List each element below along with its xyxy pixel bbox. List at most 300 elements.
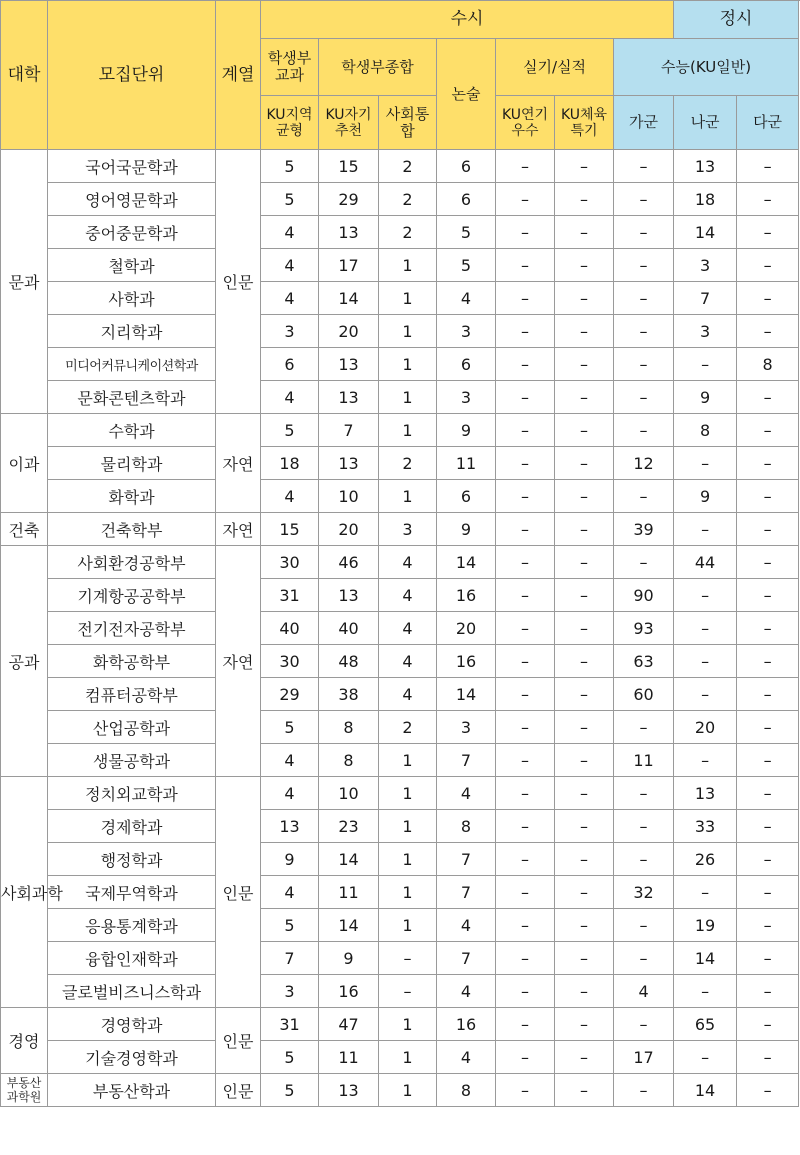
quota-cell: 46: [319, 546, 379, 579]
quota-cell: 1: [379, 1074, 437, 1107]
quota-cell: 6: [437, 480, 496, 513]
quota-cell: –: [614, 1074, 674, 1107]
quota-cell: –: [614, 810, 674, 843]
quota-cell: –: [555, 744, 614, 777]
quota-cell: –: [555, 381, 614, 414]
quota-cell: 14: [437, 678, 496, 711]
quota-cell: –: [555, 843, 614, 876]
quota-cell: –: [555, 1041, 614, 1074]
quota-cell: 5: [261, 183, 319, 216]
quota-cell: –: [614, 711, 674, 744]
quota-cell: 38: [319, 678, 379, 711]
quota-cell: 3: [437, 381, 496, 414]
quota-cell: 8: [437, 810, 496, 843]
header-ku-cheyuk: KU체육특기: [555, 96, 614, 150]
quota-cell: –: [674, 645, 737, 678]
quota-cell: –: [496, 579, 555, 612]
quota-cell: –: [614, 546, 674, 579]
quota-cell: 12: [614, 447, 674, 480]
table-row: [1, 645, 799, 678]
quota-cell: 23: [319, 810, 379, 843]
quota-cell: –: [496, 480, 555, 513]
quota-cell: 4: [437, 909, 496, 942]
header-hakjong-gyogwa: 학생부교과: [261, 39, 319, 96]
quota-cell: 1: [379, 282, 437, 315]
table-row: [1, 447, 799, 480]
quota-cell: 4: [261, 249, 319, 282]
header-nagun: 나군: [674, 96, 737, 150]
quota-cell: 8: [674, 414, 737, 447]
quota-cell: 9: [437, 513, 496, 546]
unit-cell: 사학과: [48, 282, 216, 315]
college-cell: 공과: [1, 546, 48, 777]
quota-cell: 19: [674, 909, 737, 942]
quota-cell: –: [496, 909, 555, 942]
unit-cell: 사회환경공학부: [48, 546, 216, 579]
quota-cell: –: [674, 1041, 737, 1074]
unit-cell: 물리학과: [48, 447, 216, 480]
quota-cell: –: [555, 777, 614, 810]
quota-cell: 4: [261, 480, 319, 513]
quota-cell: 3: [261, 975, 319, 1008]
quota-cell: 11: [319, 876, 379, 909]
quota-cell: 4: [261, 381, 319, 414]
quota-cell: 3: [437, 711, 496, 744]
table-row: [1, 249, 799, 282]
quota-cell: –: [737, 414, 799, 447]
quota-cell: –: [737, 381, 799, 414]
table-row: [1, 546, 799, 579]
quota-cell: 13: [261, 810, 319, 843]
college-cell: 부동산과학원: [1, 1074, 48, 1107]
quota-cell: –: [496, 216, 555, 249]
header-susi: 수시: [261, 1, 674, 39]
table-row: [1, 216, 799, 249]
quota-cell: –: [614, 381, 674, 414]
quota-cell: 40: [261, 612, 319, 645]
quota-cell: –: [496, 150, 555, 183]
table-body: [1, 150, 799, 1107]
quota-cell: –: [674, 447, 737, 480]
quota-cell: 9: [261, 843, 319, 876]
table-header: [1, 1, 799, 150]
track-cell: 자연: [216, 513, 261, 546]
quota-cell: 10: [319, 480, 379, 513]
table-row: [1, 744, 799, 777]
unit-cell: 전기전자공학부: [48, 612, 216, 645]
college-cell: 건축: [1, 513, 48, 546]
quota-cell: 4: [379, 645, 437, 678]
quota-cell: 65: [674, 1008, 737, 1041]
table-row: [1, 942, 799, 975]
quota-cell: 32: [614, 876, 674, 909]
quota-cell: 1: [379, 1008, 437, 1041]
quota-cell: 1: [379, 810, 437, 843]
unit-cell: 행정학과: [48, 843, 216, 876]
quota-cell: 8: [737, 348, 799, 381]
quota-cell: 33: [674, 810, 737, 843]
unit-cell: 화학과: [48, 480, 216, 513]
quota-cell: 5: [261, 150, 319, 183]
quota-cell: 13: [674, 150, 737, 183]
quota-cell: –: [555, 315, 614, 348]
quota-cell: 5: [261, 909, 319, 942]
unit-cell: 컴퓨터공학부: [48, 678, 216, 711]
quota-cell: –: [737, 777, 799, 810]
quota-cell: –: [614, 909, 674, 942]
quota-cell: 26: [674, 843, 737, 876]
quota-cell: 16: [437, 645, 496, 678]
quota-cell: 4: [261, 876, 319, 909]
table-row: [1, 348, 799, 381]
college-cell: 사회과학: [1, 777, 48, 1008]
table-row: [1, 315, 799, 348]
college-cell: 문과: [1, 150, 48, 414]
quota-cell: –: [737, 513, 799, 546]
header-jeongsi: 정시: [674, 1, 799, 39]
unit-cell: 융합인재학과: [48, 942, 216, 975]
quota-cell: 1: [379, 777, 437, 810]
unit-cell: 정치외교학과: [48, 777, 216, 810]
quota-cell: 2: [379, 711, 437, 744]
quota-cell: –: [555, 711, 614, 744]
quota-cell: –: [555, 579, 614, 612]
quota-cell: –: [555, 678, 614, 711]
unit-cell: 수학과: [48, 414, 216, 447]
quota-cell: 3: [261, 315, 319, 348]
header-sahoe-tonghap: 사회통합: [379, 96, 437, 150]
quota-cell: 11: [614, 744, 674, 777]
table-row: [1, 381, 799, 414]
quota-cell: 20: [674, 711, 737, 744]
quota-cell: –: [737, 678, 799, 711]
quota-cell: 4: [614, 975, 674, 1008]
quota-cell: 6: [437, 348, 496, 381]
quota-cell: 6: [437, 183, 496, 216]
unit-cell: 건축학부: [48, 513, 216, 546]
quota-cell: 4: [437, 777, 496, 810]
table-row: [1, 909, 799, 942]
quota-cell: 7: [437, 876, 496, 909]
quota-cell: 4: [437, 282, 496, 315]
quota-cell: –: [614, 249, 674, 282]
quota-cell: 13: [319, 447, 379, 480]
quota-cell: –: [614, 1008, 674, 1041]
quota-cell: 2: [379, 150, 437, 183]
quota-cell: 44: [674, 546, 737, 579]
table-row: [1, 579, 799, 612]
header-suneung: 수능(KU일반): [614, 39, 799, 96]
table-row: [1, 1041, 799, 1074]
quota-cell: –: [737, 810, 799, 843]
quota-cell: 7: [437, 942, 496, 975]
quota-cell: 1: [379, 348, 437, 381]
table-row: [1, 810, 799, 843]
quota-cell: 29: [261, 678, 319, 711]
quota-cell: –: [737, 843, 799, 876]
unit-cell: 철학과: [48, 249, 216, 282]
quota-cell: 14: [319, 843, 379, 876]
quota-cell: 14: [437, 546, 496, 579]
quota-cell: 7: [319, 414, 379, 447]
quota-cell: –: [737, 546, 799, 579]
quota-cell: 3: [437, 315, 496, 348]
quota-cell: –: [737, 216, 799, 249]
quota-cell: 16: [437, 579, 496, 612]
header-nonsul: 논술: [437, 39, 496, 150]
quota-cell: 4: [261, 216, 319, 249]
quota-cell: 4: [261, 777, 319, 810]
track-cell: 인문: [216, 1008, 261, 1074]
quota-cell: –: [555, 513, 614, 546]
college-cell: 경영: [1, 1008, 48, 1074]
quota-cell: 7: [437, 843, 496, 876]
quota-cell: 7: [261, 942, 319, 975]
quota-cell: –: [555, 942, 614, 975]
quota-cell: –: [737, 1074, 799, 1107]
header-unit: 모집단위: [48, 1, 216, 150]
quota-cell: 16: [437, 1008, 496, 1041]
quota-cell: 9: [319, 942, 379, 975]
quota-cell: –: [737, 909, 799, 942]
quota-cell: –: [496, 447, 555, 480]
unit-cell: 문화콘텐츠학과: [48, 381, 216, 414]
quota-cell: 5: [261, 414, 319, 447]
header-gagun: 가군: [614, 96, 674, 150]
quota-cell: 18: [674, 183, 737, 216]
quota-cell: –: [737, 282, 799, 315]
quota-cell: 7: [674, 282, 737, 315]
table-row: [1, 678, 799, 711]
quota-cell: 5: [261, 1041, 319, 1074]
quota-cell: –: [555, 282, 614, 315]
header-dagun: 다군: [737, 96, 799, 150]
quota-cell: –: [379, 942, 437, 975]
quota-cell: –: [496, 183, 555, 216]
quota-cell: –: [674, 876, 737, 909]
quota-cell: 5: [261, 711, 319, 744]
quota-cell: 1: [379, 744, 437, 777]
table-row: [1, 414, 799, 447]
quota-cell: –: [496, 843, 555, 876]
quota-cell: 4: [379, 678, 437, 711]
quota-cell: –: [379, 975, 437, 1008]
quota-cell: –: [614, 183, 674, 216]
quota-cell: 9: [437, 414, 496, 447]
unit-cell: 지리학과: [48, 315, 216, 348]
header-ku-jiyeok: KU지역균형: [261, 96, 319, 150]
quota-cell: 2: [379, 183, 437, 216]
quota-cell: –: [555, 348, 614, 381]
table-row: [1, 975, 799, 1008]
quota-cell: 14: [674, 216, 737, 249]
quota-cell: 14: [319, 909, 379, 942]
unit-cell: 영어영문학과: [48, 183, 216, 216]
quota-cell: –: [737, 480, 799, 513]
quota-cell: 29: [319, 183, 379, 216]
quota-cell: 40: [319, 612, 379, 645]
quota-cell: –: [555, 1008, 614, 1041]
track-cell: 자연: [216, 546, 261, 777]
quota-cell: –: [614, 777, 674, 810]
quota-cell: –: [496, 1041, 555, 1074]
unit-cell: 중어중문학과: [48, 216, 216, 249]
quota-cell: –: [496, 513, 555, 546]
quota-cell: 4: [379, 612, 437, 645]
quota-cell: 1: [379, 909, 437, 942]
quota-cell: –: [496, 711, 555, 744]
header-silgi: 실기/실적: [496, 39, 614, 96]
quota-cell: 1: [379, 1041, 437, 1074]
quota-cell: –: [496, 975, 555, 1008]
quota-cell: –: [555, 480, 614, 513]
quota-cell: 15: [319, 150, 379, 183]
quota-cell: –: [614, 414, 674, 447]
header-track: 계열: [216, 1, 261, 150]
quota-cell: –: [555, 645, 614, 678]
quota-cell: –: [674, 678, 737, 711]
quota-cell: 1: [379, 414, 437, 447]
table-row: [1, 612, 799, 645]
quota-cell: 8: [319, 744, 379, 777]
table-row: [1, 843, 799, 876]
quota-cell: 2: [379, 216, 437, 249]
quota-cell: –: [555, 810, 614, 843]
header-college: 대학: [1, 1, 48, 150]
quota-cell: 13: [319, 216, 379, 249]
quota-cell: –: [737, 447, 799, 480]
quota-cell: –: [737, 315, 799, 348]
table-row: [1, 480, 799, 513]
quota-cell: 60: [614, 678, 674, 711]
quota-cell: 1: [379, 381, 437, 414]
quota-cell: 7: [437, 744, 496, 777]
quota-cell: –: [614, 480, 674, 513]
quota-cell: –: [737, 876, 799, 909]
quota-cell: 5: [437, 216, 496, 249]
quota-cell: –: [555, 876, 614, 909]
quota-cell: –: [737, 1008, 799, 1041]
quota-cell: 4: [379, 546, 437, 579]
table-row: [1, 1074, 799, 1107]
quota-cell: –: [496, 381, 555, 414]
quota-cell: 93: [614, 612, 674, 645]
quota-cell: –: [614, 315, 674, 348]
quota-cell: 4: [261, 282, 319, 315]
quota-cell: –: [674, 975, 737, 1008]
quota-cell: –: [496, 414, 555, 447]
quota-cell: –: [555, 216, 614, 249]
quota-cell: 13: [319, 1074, 379, 1107]
track-cell: 인문: [216, 150, 261, 414]
quota-cell: 20: [319, 315, 379, 348]
quota-cell: 10: [319, 777, 379, 810]
unit-cell: 글로벌비즈니스학과: [48, 975, 216, 1008]
track-cell: 자연: [216, 414, 261, 513]
quota-cell: 39: [614, 513, 674, 546]
quota-cell: 8: [319, 711, 379, 744]
quota-cell: –: [496, 744, 555, 777]
unit-cell: 응용통계학과: [48, 909, 216, 942]
quota-cell: 17: [319, 249, 379, 282]
quota-cell: 16: [319, 975, 379, 1008]
quota-cell: –: [737, 579, 799, 612]
quota-cell: –: [496, 348, 555, 381]
quota-cell: –: [555, 612, 614, 645]
quota-cell: 30: [261, 546, 319, 579]
quota-cell: –: [496, 777, 555, 810]
quota-cell: –: [555, 150, 614, 183]
table-row: [1, 876, 799, 909]
quota-cell: 2: [379, 447, 437, 480]
quota-cell: 4: [261, 744, 319, 777]
header-ku-yeongi: KU연기우수: [496, 96, 555, 150]
quota-cell: –: [496, 249, 555, 282]
quota-cell: –: [737, 612, 799, 645]
quota-cell: 6: [437, 150, 496, 183]
quota-cell: 20: [319, 513, 379, 546]
unit-cell: 생물공학과: [48, 744, 216, 777]
quota-cell: –: [496, 942, 555, 975]
unit-cell: 국어국문학과: [48, 150, 216, 183]
quota-cell: 3: [674, 315, 737, 348]
quota-cell: –: [496, 282, 555, 315]
college-cell: 이과: [1, 414, 48, 513]
quota-cell: 90: [614, 579, 674, 612]
quota-cell: 9: [674, 381, 737, 414]
quota-cell: –: [555, 546, 614, 579]
quota-cell: –: [555, 447, 614, 480]
quota-cell: 11: [437, 447, 496, 480]
quota-cell: 3: [379, 513, 437, 546]
quota-cell: –: [614, 150, 674, 183]
table-row: [1, 513, 799, 546]
quota-cell: –: [496, 876, 555, 909]
quota-cell: –: [496, 546, 555, 579]
quota-cell: 4: [437, 1041, 496, 1074]
quota-cell: 47: [319, 1008, 379, 1041]
quota-cell: 8: [437, 1074, 496, 1107]
quota-cell: 13: [674, 777, 737, 810]
unit-cell: 국제무역학과: [48, 876, 216, 909]
quota-cell: 14: [674, 942, 737, 975]
quota-cell: –: [496, 645, 555, 678]
unit-cell: 산업공학과: [48, 711, 216, 744]
quota-cell: –: [737, 942, 799, 975]
quota-cell: 31: [261, 579, 319, 612]
table-row: [1, 1008, 799, 1041]
quota-cell: 63: [614, 645, 674, 678]
table-row: [1, 777, 799, 810]
quota-cell: –: [737, 183, 799, 216]
quota-cell: 30: [261, 645, 319, 678]
quota-cell: 9: [674, 480, 737, 513]
quota-cell: –: [737, 711, 799, 744]
quota-cell: 1: [379, 315, 437, 348]
quota-cell: 31: [261, 1008, 319, 1041]
quota-cell: –: [737, 150, 799, 183]
quota-cell: –: [614, 216, 674, 249]
table-row: [1, 711, 799, 744]
quota-cell: 1: [379, 480, 437, 513]
quota-cell: –: [496, 1008, 555, 1041]
unit-cell: 화학공학부: [48, 645, 216, 678]
quota-cell: 5: [261, 1074, 319, 1107]
table-row: [1, 150, 799, 183]
quota-cell: –: [496, 678, 555, 711]
quota-cell: 6: [261, 348, 319, 381]
quota-cell: –: [555, 249, 614, 282]
